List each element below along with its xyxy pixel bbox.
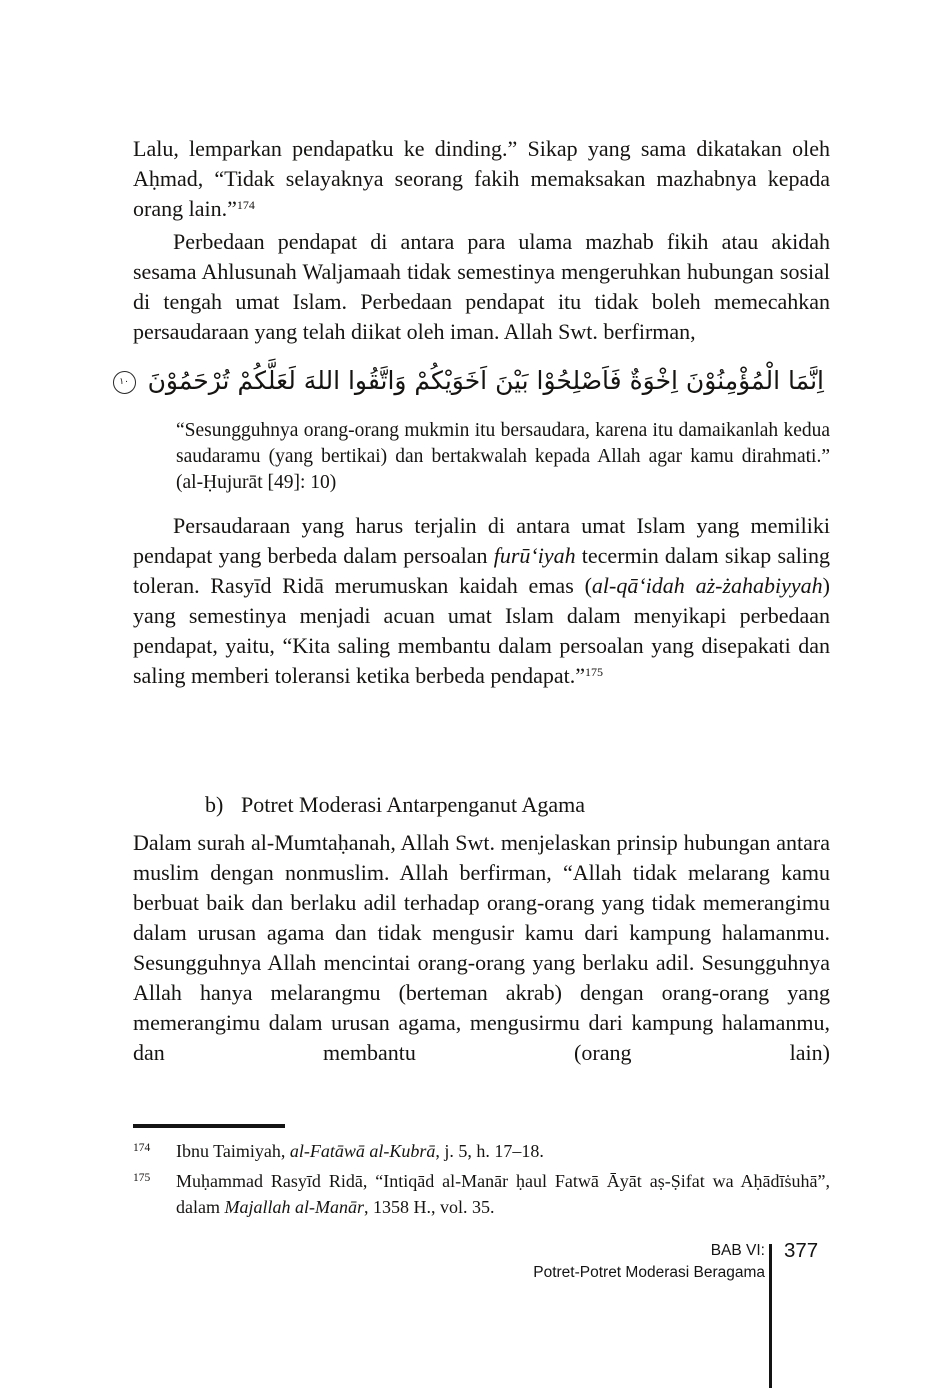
ayah-number: ١٠	[119, 376, 129, 387]
section-heading	[205, 790, 830, 820]
section-heading-marker: b)	[205, 792, 224, 817]
footnote-number: 174	[133, 1142, 151, 1154]
paragraph-perbedaan-pendapat: Perbedaan pendapat di antara para ulama mazhab fikih atau akidah sesama Ahlusunah Waljamaah tidak semestinya mengeruhkan hubungan sosial di tengah umat Islam. Perbedaan pendapat itu tidak boleh memecahkan persaudaraan yang telah diikat oleh iman. Allah Swt. berfirman,	[133, 229, 830, 344]
footer-divider-bar	[769, 1244, 772, 1388]
arabic-verse	[119, 350, 824, 412]
footnotes-section	[133, 1124, 830, 1221]
running-footer-chapter	[533, 1240, 765, 1284]
footer-chapter-line1: BAB VI:	[710, 1242, 765, 1259]
arabic-verse-text: اِنَّمَا الْمُؤْمِنُوْنَ اِخْوَةٌ فَاَصْلِحُوْا بَيْنَ اَخَوَيْكُمْ وَاتَّقُوا اللهَ لَعَلَّكُمْ تُرْحَمُوْنَ	[147, 366, 824, 395]
footer-chapter-line2: Potret-Potret Moderasi Beragama	[533, 1264, 765, 1281]
footnote-text: Muḥammad Rasyīd Ridā, “Intiqād al-Manār ḥaul Fatwā Āyāt aṣ-Ṣifat wa Aḥādīṡuhā”, dalam Majallah al-Manār, 1358 H., vol. 35.	[176, 1170, 830, 1217]
footnote-175	[133, 1165, 830, 1221]
footnote-174	[133, 1135, 830, 1165]
footnote-text: Ibnu Taimiyah, al-Fatāwā al-Kubrā, j. 5, h. 17–18.	[176, 1141, 544, 1161]
page-number: 377	[784, 1239, 819, 1262]
footnote-number: 175	[133, 1171, 151, 1184]
verse-translation-blockquote: “Sesungguhnya orang-orang mukmin itu bersaudara, karena itu damaikanlah kedua saudaramu (yang bertikai) dan bertakwalah kepada Allah agar kamu dirahmati.” (al-Ḥujurāt [49]: 10)	[176, 420, 830, 493]
section-heading-title: Potret Moderasi Antarpenganut Agama	[241, 792, 585, 817]
footnote-separator-rule	[133, 1124, 285, 1128]
page-body	[119, 134, 831, 1122]
paragraph-persaudaraan: Persaudaraan yang harus terjalin di antara umat Islam yang memiliki pendapat yang berbeda dalam persoalan furū‘iyah tecermin dalam sikap saling toleran. Rasyīd Ridā merumuskan kaidah emas (al-qā‘idah aż-żahabiyyah) yang semestinya menjadi acuan umat Islam dalam menyikapi perbedaan pendapat, yaitu, “Kita saling membantu dalam persoalan yang disepakati dan saling memberi toleransi ketika berbeda pendapat.”$^{175}$	[133, 513, 831, 688]
ayah-number-marker	[113, 371, 136, 394]
paragraph-continuation: Lalu, lemparkan pendapatku ke dinding.” Sikap yang sama dikatakan oleh Aḥmad, “Tidak selayaknya seorang fakih memaksakan mazhabnya kepada orang lain.”$^{174}$	[133, 136, 830, 221]
paragraph-dalam-surah: Dalam surah al-Mumtaḥanah, Allah Swt. menjelaskan prinsip hubungan antara muslim dengan nonmuslim. Allah berfirman, “Allah tidak melarang kamu berbuat baik dan berlaku adil terhadap orang-orang yang tidak memerangimu dalam urusan agama dan tidak mengusir kamu dari kampung halamanmu. Sesungguhnya Allah mencintai orang-orang yang berlaku adil. Sesungguhnya Allah hanya melarangmu (berteman akrab) dengan orang-orang yang memerangimu dalam urusan agama, mengusirmu dari kampung halamanmu, dan membantu (orang lain)	[133, 830, 830, 1065]
